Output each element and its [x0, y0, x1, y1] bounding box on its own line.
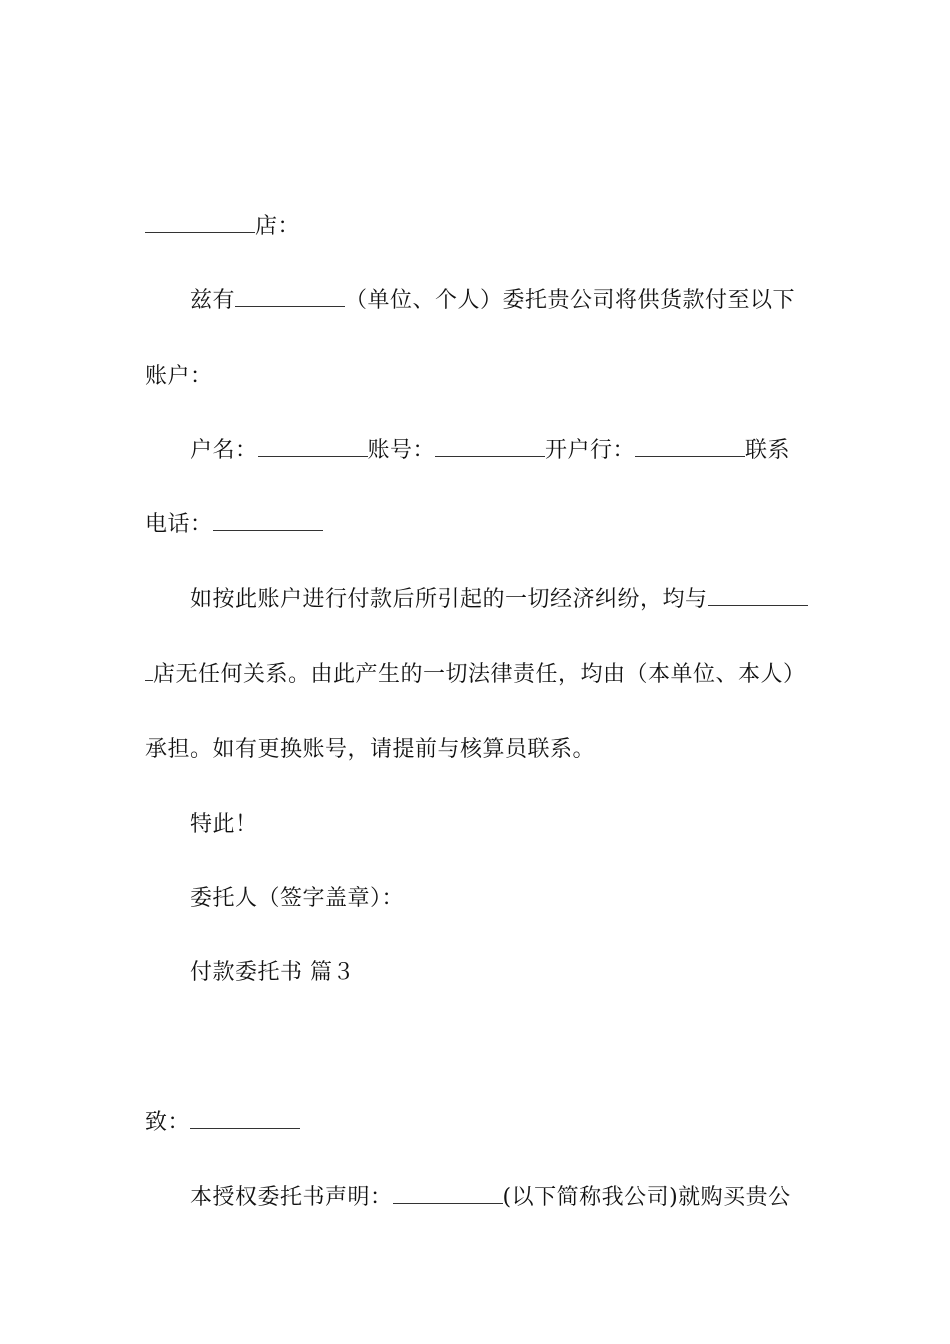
entrust-party-blank: [235, 286, 345, 307]
store-label: 店：: [255, 214, 301, 239]
entrust-text: （单位、个人）委托贵公司将供货款付至以下: [345, 288, 796, 313]
phone-label: 电话：: [145, 512, 213, 537]
contact-label: 联系: [745, 438, 791, 463]
declaration-prefix: 本授权委托书声明：: [190, 1185, 393, 1210]
account-line: [145, 362, 213, 392]
account-name-label: 户名：: [190, 438, 258, 463]
account-name-blank: [258, 436, 368, 457]
dispute-store-blank: [708, 585, 808, 606]
bank-blank: [635, 436, 745, 457]
phone-line: [145, 510, 323, 540]
company-blank: [393, 1183, 503, 1204]
declaration-text: (以下简称我公司)就购买贵公: [502, 1185, 791, 1210]
principal-signature-line: [190, 884, 404, 914]
liability-text: 店无任何关系。由此产生的一切法律责任，均由（本单位、本人）: [153, 662, 806, 687]
entrust-line: [190, 286, 795, 316]
phone-blank: [213, 510, 323, 531]
recipient-label: 致：: [145, 1110, 191, 1135]
liability-blank: [145, 660, 153, 681]
bank-label: 开户行：: [545, 438, 636, 463]
recipient-blank: [190, 1108, 300, 1129]
dispute-line: [190, 585, 808, 615]
liability-line: [145, 660, 806, 690]
account-details-line: [190, 436, 790, 466]
hereby-line: [190, 810, 258, 840]
section-heading-text: 付款委托书 篇３: [190, 960, 355, 985]
declaration-line: [190, 1183, 791, 1213]
change-account-line: [145, 735, 595, 765]
account-number-label: 账号：: [367, 438, 436, 463]
entrust-prefix: 兹有: [190, 288, 236, 313]
account-number-blank: [435, 436, 545, 457]
store-address-line: [145, 212, 300, 242]
recipient-line: [145, 1108, 300, 1138]
principal-signature-text: 委托人（签字盖章）：: [190, 886, 405, 911]
store-name-blank: [145, 212, 255, 233]
section-heading: [190, 958, 355, 988]
hereby-text: 特此！: [190, 812, 258, 837]
account-text: 账户：: [145, 364, 213, 389]
change-account-text: 承担。如有更换账号，请提前与核算员联系。: [145, 737, 596, 762]
dispute-text: 如按此账户进行付款后所引起的一切经济纠纷，均与: [190, 587, 708, 612]
